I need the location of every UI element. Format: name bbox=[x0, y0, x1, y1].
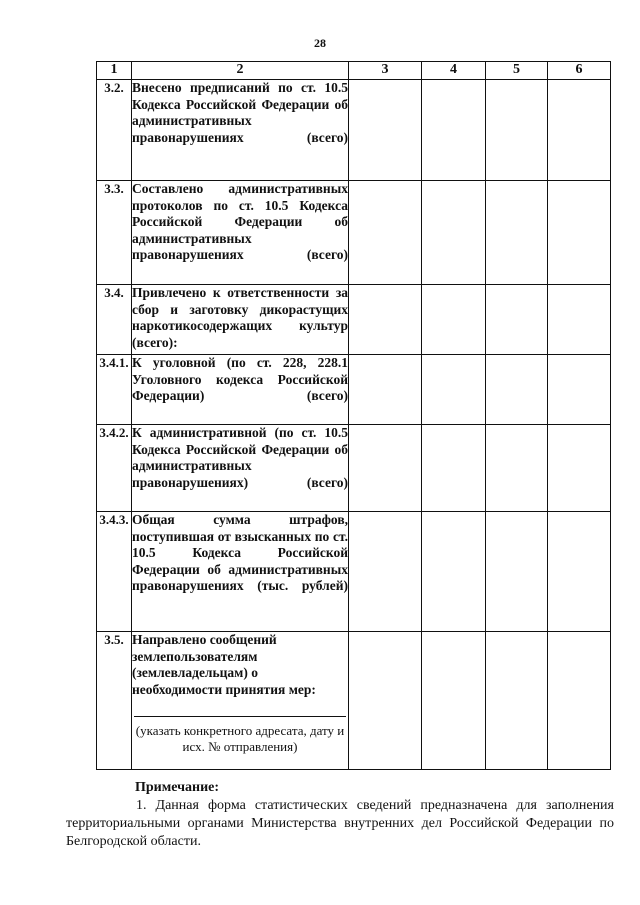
table-row bbox=[97, 632, 611, 770]
row-number: 3.4.1. bbox=[97, 355, 132, 425]
column-header-2: 2 bbox=[132, 62, 349, 80]
value-cell[interactable] bbox=[486, 80, 548, 181]
value-cell[interactable] bbox=[349, 425, 422, 512]
table-row bbox=[97, 181, 611, 285]
column-header-5: 5 bbox=[486, 62, 548, 80]
value-cell[interactable] bbox=[548, 355, 611, 425]
row-number: 3.4. bbox=[97, 285, 132, 355]
value-cell[interactable] bbox=[486, 632, 548, 770]
column-header-3: 3 bbox=[349, 62, 422, 80]
row-description: Внесено предписаний по ст. 10.5 Кодекса Российской Федерации об административных правонарушениях (всего) bbox=[132, 80, 349, 181]
value-cell[interactable] bbox=[422, 512, 486, 632]
column-header-4: 4 bbox=[422, 62, 486, 80]
value-cell[interactable] bbox=[349, 80, 422, 181]
value-cell[interactable] bbox=[349, 285, 422, 355]
value-cell[interactable] bbox=[422, 285, 486, 355]
page-number: 28 bbox=[314, 36, 326, 50]
table-row bbox=[97, 285, 611, 355]
statistics-table bbox=[96, 61, 611, 770]
value-cell[interactable] bbox=[486, 425, 548, 512]
value-cell[interactable] bbox=[349, 632, 422, 770]
column-header-6: 6 bbox=[548, 62, 611, 80]
note-text: 1. Данная форма статистических сведений предназначена для заполнения территориальными органами Министерства внутренних дел Российской Федерации по Белгородской области. bbox=[66, 798, 614, 849]
value-cell[interactable] bbox=[548, 512, 611, 632]
row-number: 3.5. bbox=[97, 632, 132, 770]
row-number: 3.2. bbox=[97, 80, 132, 181]
value-cell[interactable] bbox=[548, 632, 611, 770]
value-cell[interactable] bbox=[422, 80, 486, 181]
row-number: 3.3. bbox=[97, 181, 132, 285]
row-description: Составлено административных протоколов по ст. 10.5 Кодекса Российской Федерации об административных правонарушениях (всего) bbox=[132, 181, 349, 285]
value-cell[interactable] bbox=[548, 80, 611, 181]
value-cell[interactable] bbox=[548, 285, 611, 355]
value-cell[interactable] bbox=[422, 181, 486, 285]
table-row bbox=[97, 355, 611, 425]
value-cell[interactable] bbox=[422, 355, 486, 425]
value-cell[interactable] bbox=[349, 355, 422, 425]
row-description: Привлечено к ответственности за сбор и заготовку дикорастущих наркотикосодержащих культур (всего): bbox=[132, 285, 349, 355]
value-cell[interactable] bbox=[548, 181, 611, 285]
value-cell[interactable] bbox=[349, 512, 422, 632]
table-row bbox=[97, 425, 611, 512]
row-description bbox=[132, 632, 349, 770]
table-row bbox=[97, 512, 611, 632]
header-row bbox=[97, 62, 611, 80]
value-cell[interactable] bbox=[422, 632, 486, 770]
row-number: 3.4.3. bbox=[97, 512, 132, 632]
value-cell[interactable] bbox=[349, 181, 422, 285]
row-description: Общая сумма штрафов, поступившая от взысканных по ст. 10.5 Кодекса Российской Федерации об административных правонарушениях (тыс. рублей) bbox=[132, 512, 349, 632]
note-title: Примечание: bbox=[135, 780, 220, 795]
fill-in-line[interactable] bbox=[134, 716, 346, 717]
fill-in-hint: (указать конкретного адресата, дату и исх. № отправления) bbox=[135, 723, 345, 754]
value-cell[interactable] bbox=[486, 181, 548, 285]
value-cell[interactable] bbox=[548, 425, 611, 512]
value-cell[interactable] bbox=[486, 512, 548, 632]
row-description-text: Направлено сообщений землепользователям (землевладельцам) о необходимости принятия мер: bbox=[132, 632, 316, 697]
value-cell[interactable] bbox=[486, 285, 548, 355]
table-row bbox=[97, 80, 611, 181]
value-cell[interactable] bbox=[422, 425, 486, 512]
column-header-1: 1 bbox=[97, 62, 132, 80]
row-description: К уголовной (по ст. 228, 228.1 Уголовного кодекса Российской Федерации) (всего) bbox=[132, 355, 349, 425]
row-description: К административной (по ст. 10.5 Кодекса Российской Федерации об административных правонарушениях) (всего) bbox=[132, 425, 349, 512]
value-cell[interactable] bbox=[486, 355, 548, 425]
row-number: 3.4.2. bbox=[97, 425, 132, 512]
